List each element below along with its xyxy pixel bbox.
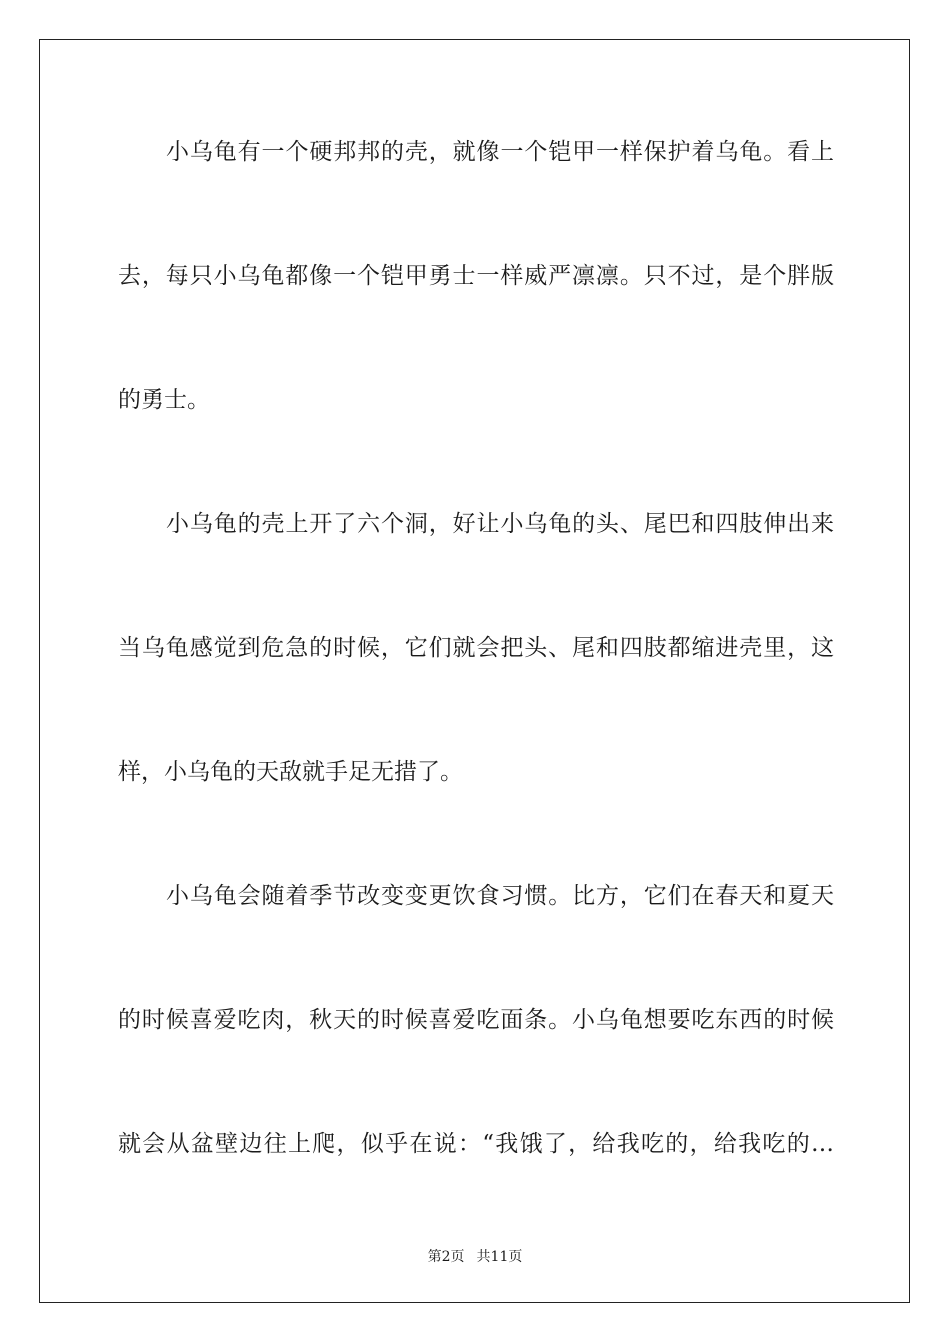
paragraph-1-line-1: 小乌龟有一个硬邦邦的壳，就像一个铠甲一样保护着乌龟。看上: [166, 139, 834, 165]
paragraph-2-line-3: 样，小乌龟的天敌就手足无措了。: [118, 759, 463, 785]
page-number: 第2页: [427, 1249, 465, 1265]
paragraph-2-line-2: 当乌龟感觉到危急的时候，它们就会把头、尾和四肢都缩进壳里，这: [118, 635, 834, 661]
paragraph-3-line-1: 小乌龟会随着季节改变变更饮食习惯。比方，它们在春天和夏天: [166, 883, 834, 909]
page-footer: [0, 1246, 950, 1266]
paragraph-1-line-3: 的勇士。: [118, 387, 210, 413]
paragraph-1-line-2: 去，每只小乌龟都像一个铠甲勇士一样威严凛凛。只不过，是个胖版: [118, 263, 834, 289]
paragraph-3-line-2: 的时候喜爱吃肉，秋天的时候喜爱吃面条。小乌龟想要吃东西的时候: [118, 1007, 834, 1033]
page-total: 共11页: [476, 1249, 523, 1265]
paragraph-3-line-3: 就会从盆壁边往上爬，似乎在说：“我饿了，给我吃的，给我吃的…: [118, 1131, 834, 1157]
page-border: [39, 39, 910, 1303]
paragraph-2-line-1: 小乌龟的壳上开了六个洞，好让小乌龟的头、尾巴和四肢伸出来: [166, 511, 834, 537]
